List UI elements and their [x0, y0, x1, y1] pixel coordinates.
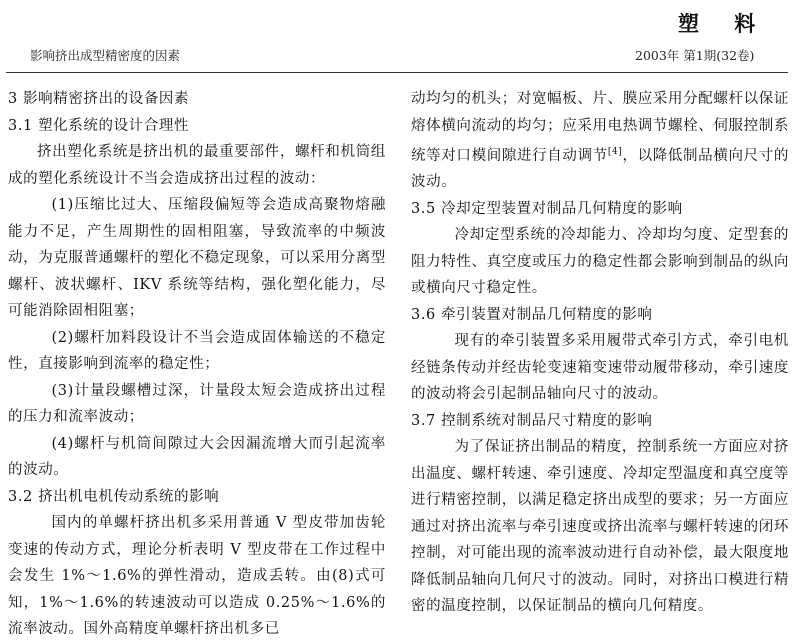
- section-3-1-intro: 挤出塑化系统是挤出机的最重要部件，螺杆和机筒组成的塑化系统设计不当会造成挤出过程的波动：: [8, 144, 386, 187]
- section-3-7-paragraph: 为了保证挤出制品的精度，控制系统一方面应对挤出温度、螺杆转速、牵引速度、冷却定型温度和真空度等进行精密控制，以满足稳定挤出成型的要求；另一方面应通过对挤出流率与牵引速度或挤出流率与螺杆转速的闭环控制，对可能出现的流率波动进行自动补偿，最大限度地降低制品轴向几何尺寸的波动。同时，对挤出口模进行精密的温度控制，以保证制品的横向几何精度。: [411, 439, 789, 615]
- running-head-issue: 2003年 第1期(32卷): [635, 48, 755, 63]
- section-3-heading: 3 影响精密挤出的设备因素: [8, 91, 190, 107]
- section-3-2-heading: 3.2 挤出机电机传动系统的影响: [8, 488, 220, 505]
- header-rule: [6, 72, 788, 73]
- section-3-1-item-3: (3)计量段螺槽过深，计量段太短会造成挤出过程的压力和流率波动；: [8, 382, 386, 425]
- continued-paragraph: [411, 86, 789, 196]
- left-column: [8, 86, 386, 643]
- section-3-5-paragraph: 冷却定型系统的冷却能力、冷却均匀度、定型套的阻力特性、真空度或压力的稳定性都会影响到制品的纵向或横向尺寸稳定性。: [411, 227, 789, 297]
- section-3-1-item-1: (1)压缩比过大、压缩段偏短等会造成高聚物熔融能力不足，产生周期性的固相阻塞，导致流率的中频波动，为克服普通螺杆的塑化不稳定现象，可以采用分离型螺杆、波状螺杆、IKV 系统等结构，强化塑化能力，尽可能消除固相阻塞；: [8, 197, 386, 319]
- running-head-article-title: 影响挤出成型精密度的因素: [30, 48, 181, 63]
- section-3-6-heading: 3.6 牵引装置对制品几何精度的影响: [411, 306, 653, 323]
- section-3-1-item-2: (2)螺杆加料段设计不当会造成固体输送的不稳定性，直接影响到流率的稳定性；: [8, 329, 386, 372]
- section-3-5-heading: 3.5 冷却定型装置对制品几何精度的影响: [411, 200, 683, 217]
- continued-text-b: ，以降低制品横向尺寸的波动。: [411, 147, 789, 191]
- section-3-1-item-4: (4)螺杆与机筒间隙过大会因漏流增大而引起流率的波动。: [8, 435, 386, 478]
- citation-ref: [4]: [607, 147, 623, 157]
- section-3-7-heading: 3.7 控制系统对制品尺寸精度的影响: [411, 412, 653, 429]
- running-head-journal-name: 塑 料: [678, 11, 770, 36]
- right-column: [411, 86, 789, 620]
- section-3-2-paragraph: 国内的单螺杆挤出机多采用普通 V 型皮带加齿轮变速的传动方式，理论分析表明 V 型皮带在工作过程中会发生 1%～1.6%的弹性滑动，造成丢转。由(8)式可知，1%～1.6%的转速波动可以造成 0.25%～1.6%的流率波动。国外高精度单螺杆挤出机多已: [8, 515, 386, 637]
- continued-text-a: 动均匀的机头；对宽幅板、片、膜应采用分配螺杆以保证熔体横向流动的均匀；应采用电热调节螺栓、伺服控制系统等对口模间隙进行自动调节: [411, 91, 789, 164]
- section-3-1-heading: 3.1 塑化系统的设计合理性: [8, 117, 190, 134]
- section-3-6-paragraph: 现有的牵引装置多采用履带式牵引方式，牵引电机经链条传动并经齿轮变速箱变速带动履带移动，牵引速度的波动将会引起制品轴向尺寸的波动。: [411, 333, 789, 403]
